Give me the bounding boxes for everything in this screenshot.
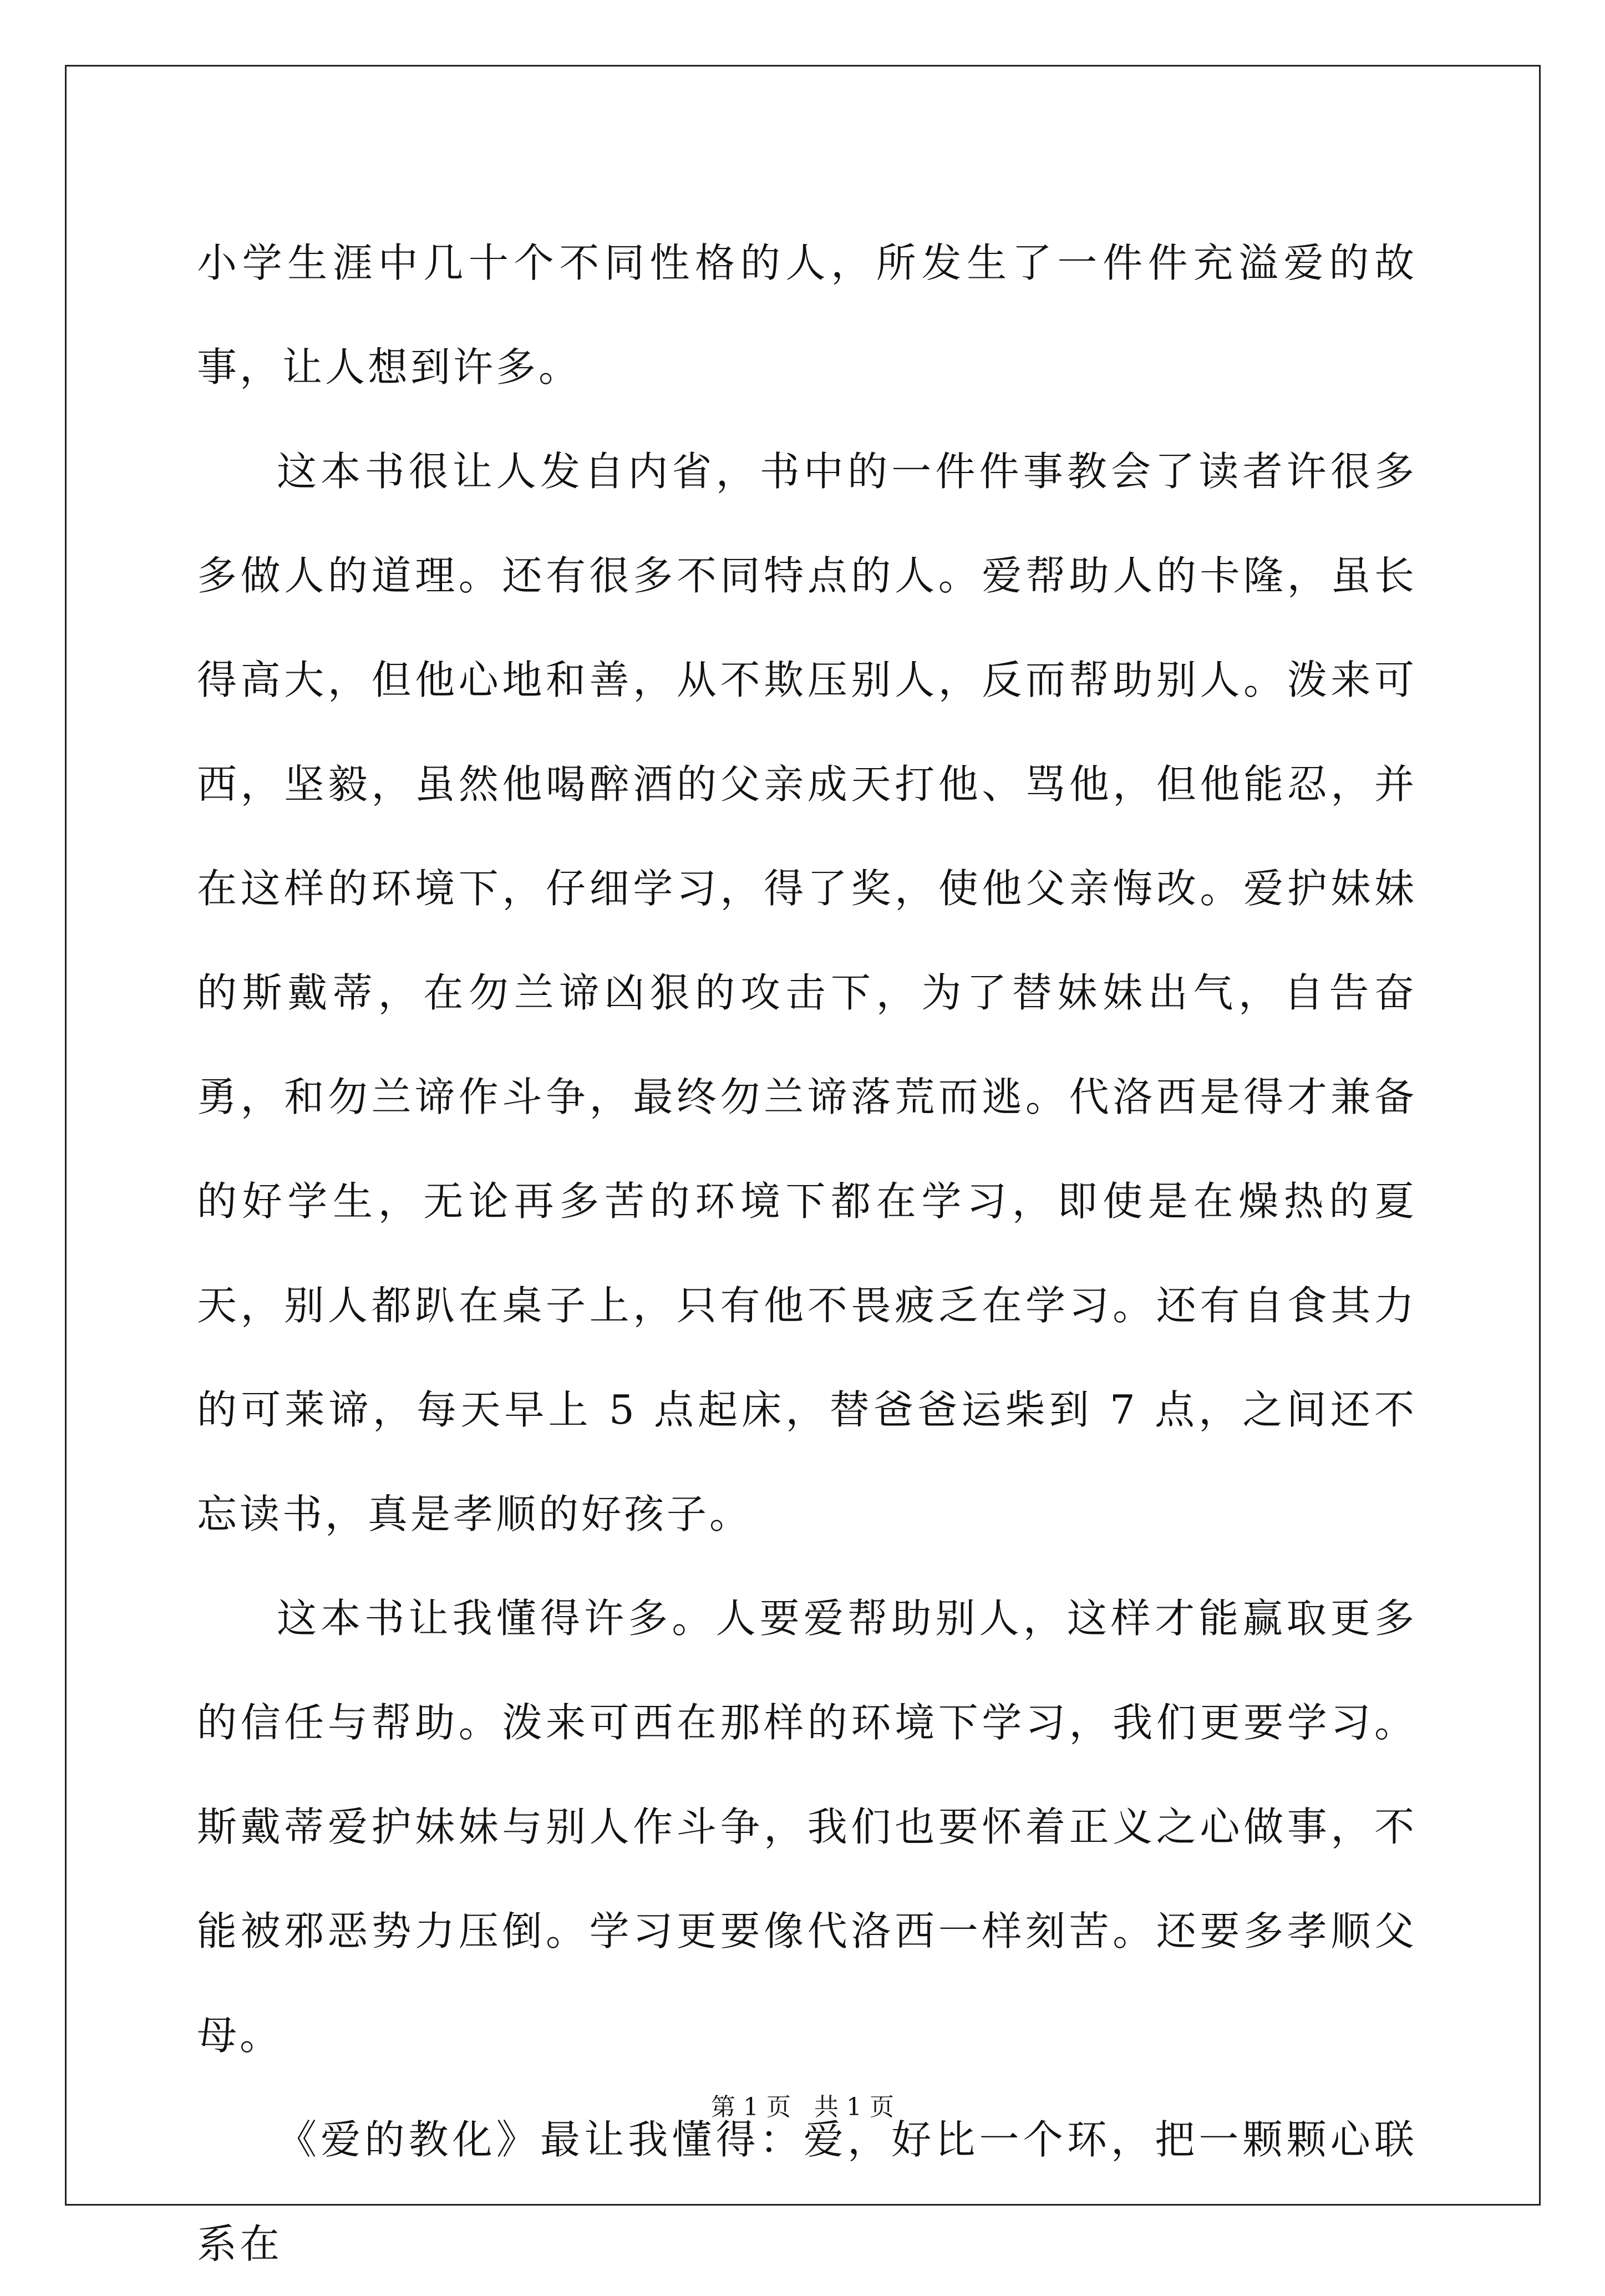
paragraph-1: 小学生涯中几十个不同性格的人，所发生了一件件充溢爱的故事，让人想到许多。	[197, 240, 1417, 390]
paragraph-3: 这本书让我懂得许多。人要爱帮助别人，这样才能赢取更多的信任与帮助。泼来可西在那样的环境下学习，我们更要学习。斯戴蒂爱护妹妹与别人作斗争，我们也要怀着正义之心做事，不能被邪恶势力压倒。学习更要像代洛西一样刻苦。还要多孝顺父母。	[197, 1595, 1417, 2059]
paragraph-2: 这本书很让人发自内省，书中的一件件事教会了读者许很多多做人的道理。还有很多不同特点的人。爱帮助人的卡隆，虽长得高大，但他心地和善，从不欺压别人，反而帮助别人。泼来可西，坚毅，虽然他喝醉酒的父亲成天打他、骂他，但他能忍，并在这样的环境下，仔细学习，得了奖，使他父亲悔改。爱护妹妹的斯戴蒂，在勿兰谛凶狠的攻击下，为了替妹妹出气，自告奋勇，和勿兰谛作斗争，最终勿兰谛落荒而逃。代洛西是得才兼备的好学生，无论再多苦的环境下都在学习，即使是在燥热的夏天，别人都趴在桌子上，只有他不畏疲乏在学习。还有自食其力的可莱谛，每天早上 5 点起床，替爸爸运柴到 7 点，之间还不忘读书，真是孝顺的好孩子。	[197, 448, 1417, 1537]
paragraph-4: 《爱的教化》最让我懂得：爱，好比一个环，把一颗颗心联系在	[197, 2116, 1417, 2267]
document-body	[197, 211, 1417, 2296]
page-number-footer: 第 1 页 共 1 页	[711, 2093, 894, 2121]
